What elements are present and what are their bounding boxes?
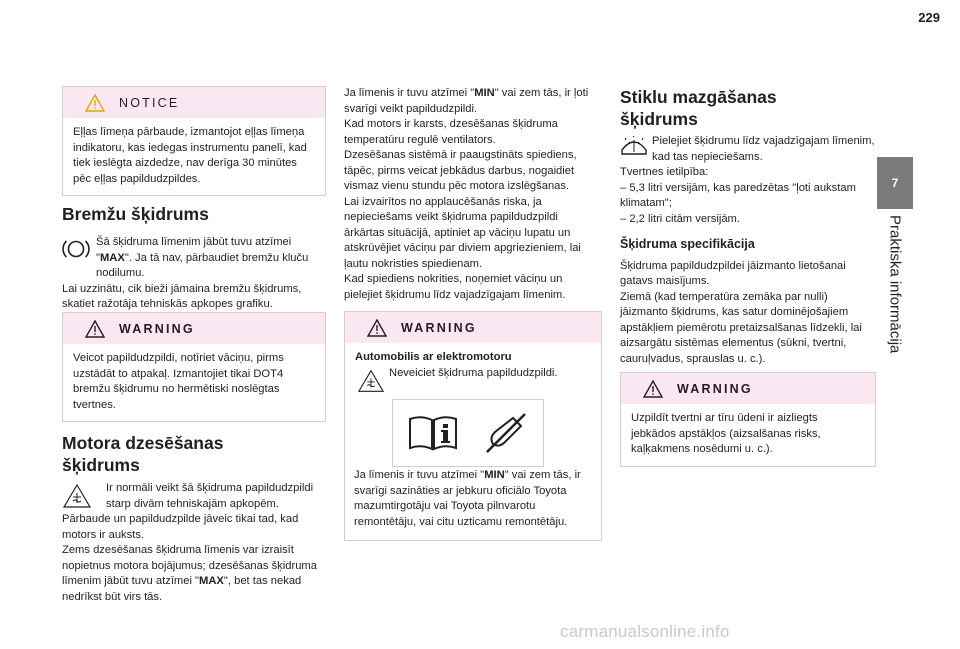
- electric-heading: Automobilis ar elektromotoru: [355, 351, 512, 363]
- washer-icon: [620, 136, 648, 158]
- warning-box-washer: [620, 372, 876, 467]
- warning-header: [345, 312, 601, 343]
- warning-label: WARNING: [401, 320, 477, 335]
- notice-text: Eļļas līmeņa pārbaude, izmantojot eļļas līmeņa indikatoru, kas iedegas instrumentu panelī, kad tiek ieslēgta aizdedze, nav derīga 30 minūtes pēc eļļas papildudzpildes.: [73, 126, 307, 185]
- brake-intro-max: MAX: [99, 251, 125, 264]
- electric-text-p: [354, 468, 594, 530]
- coolant-text: [62, 512, 326, 605]
- coolant-cont-a: Ja līmenis ir tuvu atzīmei ": [344, 87, 475, 99]
- warning-body: [345, 343, 601, 402]
- warning-text: Uzpildīt tvertni ar tīru ūdeni ir aizliegts jebkādos apstākļos (aizsalšanas risks, kaļķakmens nosēdumi u. c.).: [631, 412, 821, 455]
- coolant-title-line1: Motora dzesēšanas: [62, 433, 224, 453]
- electric-text-a: Ja līmenis ir tuvu atzīmei ": [354, 469, 485, 481]
- coolant-cont-b: " vai zem tās, ir ļoti svarīgi veikt papildudzpildi. Kad motors ir karsts, dzesēšanas šķidruma temperatūru regulē ventilators. Dzesēšanas sistēmā ir paaugstināts spiediens, tāpēc, pirms veicat jebkādus darbus, nogaidiet vismaz vienu stundu pēc motora izslēgšanas. Lai izvairītos no applaucēšanās riska, ja nepieciešams veikt šķidruma papildudzpildi ārkārtas situācijā, aptiniet ap vāciņu lupatu un atskrūvējiet vāciņu par diviem apgriezieniem, lai ļautu nokristies spiedienam. Kad spiediens nokrities, noņemiet vāciņu un pielejiet šķidrumu līdz vajadzīgajam līmenim.: [344, 87, 589, 301]
- coolant-intro-text: Ir normāli veikt šā šķidruma papildudzpildi starp divām tehniskajām apkopēm.: [106, 482, 314, 510]
- warning-triangle-icon: [367, 319, 387, 337]
- chapter-title: [880, 215, 910, 385]
- washer-intro: [620, 134, 876, 165]
- electric-icon-text: Neveiciet šķidruma papildudzpildi.: [389, 366, 558, 379]
- coolant-text-b: ", bet tas nekad nedrīkst būt virs tās.: [62, 575, 302, 603]
- warning-header: [63, 313, 325, 344]
- coolant-section: [62, 432, 326, 605]
- warning-box-brake: [62, 312, 326, 422]
- notice-box: [62, 86, 326, 196]
- coolant-continued: [344, 86, 600, 303]
- washer-intro-text: Pielejiet šķidrumu līdz vajadzīgajam līmenim, kad tas nepieciešams.: [652, 135, 875, 163]
- coolant-cont-min: MIN: [474, 87, 495, 99]
- washer-section: [620, 86, 876, 367]
- notice-label: NOTICE: [119, 95, 180, 110]
- no-refill-icon: [483, 410, 529, 456]
- brake-intro-b: ". Ja tā nav, pārbaudiet bremžu kluču nodilumu.: [96, 251, 309, 279]
- manual-illustration: [392, 399, 544, 467]
- warning-label: WARNING: [677, 381, 753, 396]
- washer-title-line2: šķidrums: [620, 109, 698, 129]
- chapter-title-text: Praktiska informācija: [886, 215, 904, 354]
- warning-body: [621, 404, 875, 466]
- spec-title: Šķidruma specifikācija: [620, 237, 755, 251]
- brake-warning-icon: [62, 237, 90, 261]
- warning-triangle-icon: [643, 380, 663, 398]
- brake-fluid-text: Lai uzzinātu, cik bieži jāmaina bremžu šķidrums, skatiet ražotāja tehniskās apkopes grafiku.: [62, 282, 302, 310]
- electric-text-b: " vai zem tās, ir svarīgi sazināties ar jebkuru oficiālo Toyota mazumtirgotāju vai Toyota pilnvarotu remontētāju, vai citu uzticamu remontētāju.: [354, 469, 581, 528]
- page-number: 229: [918, 10, 940, 25]
- manual-book-icon: [407, 414, 459, 452]
- warning-header: [621, 373, 875, 404]
- brake-intro-a: Šā šķidruma līmenim jābūt tuvu atzīmei ": [96, 236, 292, 264]
- warning-label: WARNING: [119, 321, 195, 336]
- electric-icon-line: [355, 366, 591, 394]
- coolant-icon: [62, 483, 92, 509]
- warning-body: [63, 344, 325, 421]
- coolant-title-line2: šķidrums: [62, 455, 140, 475]
- notice-triangle-icon: [85, 94, 105, 112]
- notice-header: [63, 87, 325, 118]
- coolant-cont-text: [344, 86, 600, 303]
- coolant-text-max: MAX: [199, 575, 224, 587]
- brake-fluid-title: Bremžu šķidrums: [62, 204, 209, 224]
- watermark: carmanualsonline.info: [560, 622, 730, 641]
- electric-text-min: MIN: [484, 469, 505, 481]
- washer-text: Tvertnes ietilpība: – 5,3 litri versijām, kas paredzētas "ļoti aukstam klimatam"; – 2,2 litri citām versijām.: [620, 166, 856, 225]
- notice-body: [63, 118, 325, 195]
- coolant-icon: [357, 368, 385, 394]
- chapter-tab[interactable]: 7: [877, 157, 913, 209]
- brake-fluid-section: [62, 203, 326, 313]
- washer-title-line1: Stiklu mazgāšanas: [620, 87, 777, 107]
- spec-text: Šķidruma papildudzpildei jāizmanto lietošanai gatavs maisījums. Ziemā (kad temperatūra zemāka par nulli) jāizmanto šķidrums, kas satur dominējošajiem apstākļiem piemērotu pretaizsalšanas līdzekli, lai aizsargātu sistēmas elementus (sūkni, tvertni, cauruļvadus, sprauslas u. c.).: [620, 259, 862, 365]
- electric-text: [354, 468, 594, 530]
- warning-triangle-icon: [85, 320, 105, 338]
- coolant-intro: [62, 481, 326, 512]
- coolant-text-a: Pārbaude un papildudzpilde jāveic tikai tad, kad motors ir auksts. Zems dzesēšanas šķidruma līmenis var izraisīt nopietnus motora bojājumus; dzesēšanas šķidruma līmenim jābūt tuvu atzīmei ": [62, 513, 317, 587]
- brake-fluid-intro: [62, 235, 326, 282]
- warning-text: Veicot papildudzpildi, notīriet vāciņu, pirms uzstādāt to atpakaļ. Izmantojiet tikai DOT4 bremžu šķidrumu no hermētiski noslēgtas tvertnes.: [73, 352, 284, 411]
